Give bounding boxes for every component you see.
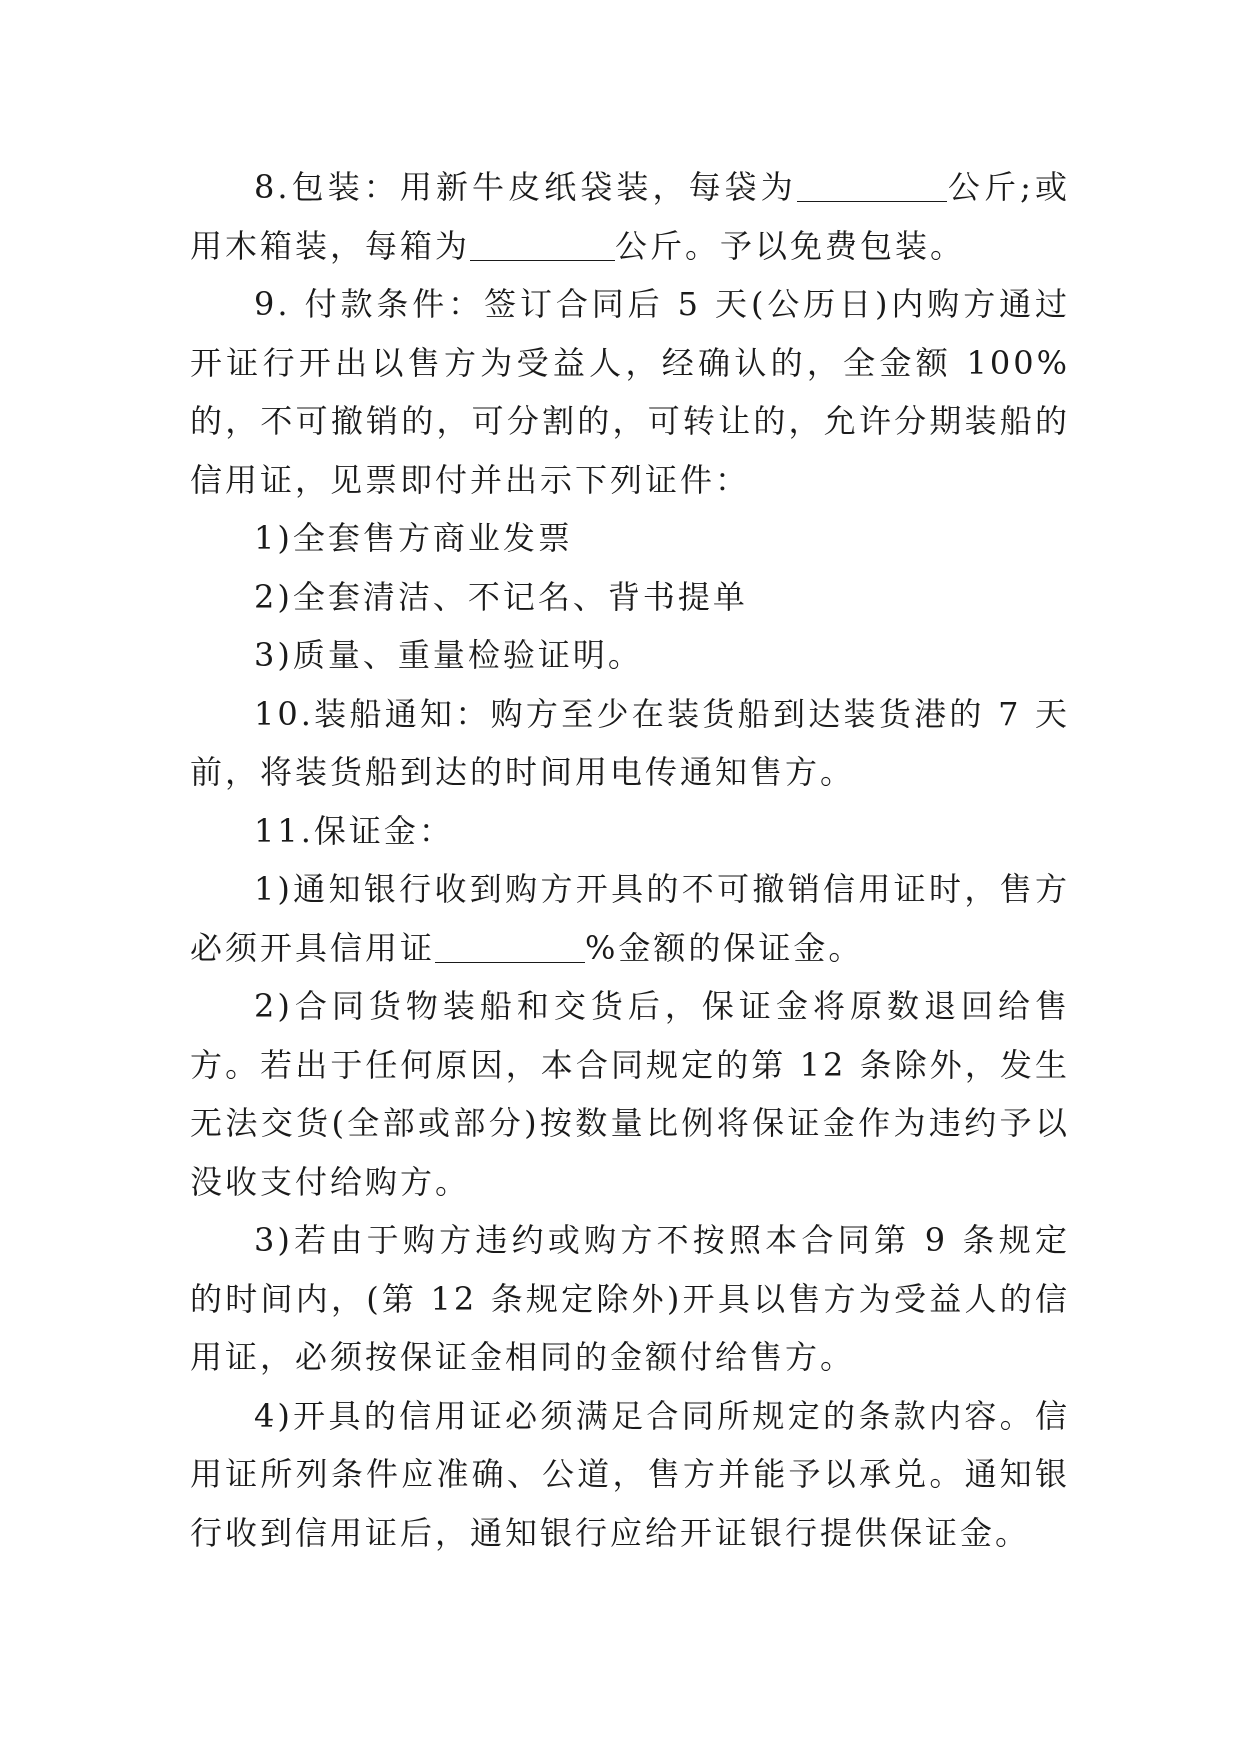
clause-10-shipping-notice: 10.装船通知：购方至少在装货船到达装货港的 7 天前，将装货船到达的时间用电传通知售方。 bbox=[190, 694, 1070, 791]
document-body bbox=[190, 158, 1070, 1562]
clause-11-deposit: 11.保证金： bbox=[254, 811, 454, 850]
clause-9-item-2: 2)全套清洁、不记名、背书提单 bbox=[254, 577, 748, 616]
clause-8-text-b: 公斤;或用木箱装，每箱为 bbox=[190, 168, 1070, 265]
clause-11-1-text-b: %金额的保证金。 bbox=[585, 928, 864, 967]
blank-deposit-percent bbox=[435, 930, 585, 963]
clause-8-packaging bbox=[190, 158, 1070, 275]
clause-8-text-a: 8.包装：用新牛皮纸袋装，每袋为 bbox=[254, 168, 797, 206]
clause-11-item-4: 4)开具的信用证必须满足合同所规定的条款内容。信用证所列条件应准确、公道，售方并能予以承兑。通知银行收到信用证后，通知银行应给开证银行提供保证金。 bbox=[190, 1396, 1070, 1552]
clause-11-item-1 bbox=[190, 860, 1070, 977]
clause-9-payment: 9. 付款条件：签订合同后 5 天(公历日)内购方通过开证行开出以售方为受益人，经确认的，全金额 100%的，不可撤销的，可分割的，可转让的，允许分期装船的信用证，见票即付并出示下列证件： bbox=[190, 285, 1070, 499]
blank-bag-weight bbox=[797, 169, 947, 202]
clause-11-item-3: 3)若由于购方违约或购方不按照本合同第 9 条规定的时间内，(第 12 条规定除外)开具以售方为受益人的信用证，必须按保证金相同的金额付给售方。 bbox=[190, 1221, 1070, 1376]
clause-9-item-1: 1)全套售方商业发票 bbox=[254, 519, 573, 557]
clause-9-item-3: 3)质量、重量检验证明。 bbox=[254, 636, 643, 674]
clause-11-1-text-a: 1)通知银行收到购方开具的不可撤销信用证时，售方必须开具信用证 bbox=[190, 870, 1070, 967]
blank-box-weight bbox=[470, 228, 615, 261]
clause-8-text-c: 公斤。予以免费包装。 bbox=[615, 226, 966, 265]
clause-11-item-2: 2)合同货物装船和交货后，保证金将原数退回给售方。若出于任何原因，本合同规定的第 12 条除外，发生无法交货(全部或部分)按数量比例将保证金作为违约予以没收支付给购方。 bbox=[190, 987, 1070, 1201]
